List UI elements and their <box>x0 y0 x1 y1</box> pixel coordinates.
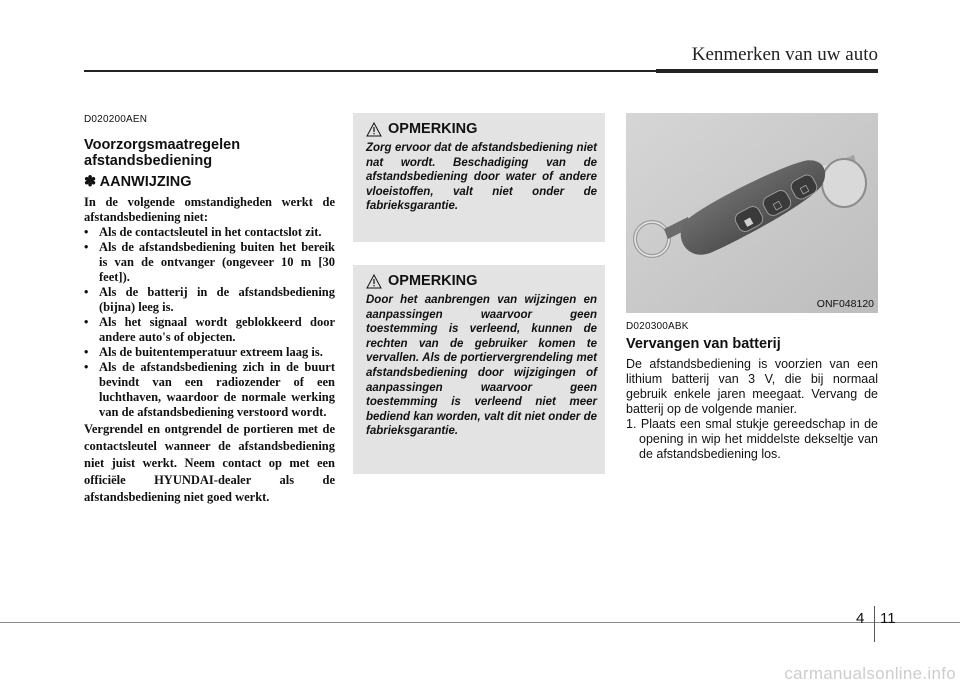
footer-rule <box>0 622 960 623</box>
notice-bullet-list <box>84 225 335 420</box>
list-item: • Als de afstandsbediening zich in de buurt bevindt van een radiozender of een luchthaven, waardoor de normale werking van de afstandsbediening verstoord wordt. <box>84 360 335 420</box>
notice-closing: Vergrendel en ontgrendel de portieren met de contactsleutel wanneer de afstandsbediening niet juist werkt. Neem contact op met een officiële HYUNDAI-dealer als de afstandsbediening niet goed werkt. <box>84 422 335 504</box>
caution-header <box>366 273 597 289</box>
caution-body: Door het aanbrengen van wijzingen en aanpassingen waarvoor geen toestemming is verleend, kunnen de rechten van de gebruiker komen te vervallen. Als de portiervergrendeling met afstandsbediening door wijzigingen of aanpassingen waarvoor geen toestemming is verleend niet meer bediend kan worden, valt dit niet onder de fabrieksgarantie. <box>366 294 597 438</box>
photo-caption: ONF048120 <box>816 298 874 310</box>
section-code: D020300ABK <box>626 321 689 332</box>
section-body: De afstandsbediening is voorzien van een lithium batterij van 3 V, die bij normaal gebruik enkele jaren meegaat. Vervang de batterij op de volgende manier. <box>626 357 878 416</box>
list-item: • Als de afstandsbediening buiten het bereik is van de ontvanger (ongeveer 10 m [30 feet]). <box>84 240 335 285</box>
caution-title: OPMERKING <box>388 273 478 289</box>
list-item: • Als het signaal wordt geblokkeerd door andere auto's of objecten. <box>84 315 335 345</box>
notice-body <box>84 195 335 506</box>
svg-text:□: □ <box>771 199 784 213</box>
caution-box-modifications <box>353 265 605 474</box>
right-column <box>626 321 878 462</box>
section-heading: Vervangen van batterij <box>626 336 781 352</box>
header-rule <box>84 70 878 72</box>
caution-body: Zorg ervoor dat de afstandsbediening niet nat wordt. Beschadiging van de afstandsbediening door water of andere vloeistoffen, valt niet onder de fabrieksgarantie. <box>366 142 597 213</box>
list-item: • Als de batterij in de afstandsbediening (bijna) leeg is. <box>84 285 335 315</box>
watermark: carmanualsonline.info <box>784 664 956 683</box>
warning-icon <box>366 122 382 137</box>
chapter-number: 4 <box>856 610 865 627</box>
left-column <box>84 114 335 506</box>
notice-title: ✽ AANWIJZING <box>84 174 192 190</box>
caution-title: OPMERKING <box>388 121 478 137</box>
caution-header <box>366 121 597 137</box>
list-item: • Als de contactsleutel in het contactslot zit. <box>84 225 335 240</box>
header-title: Kenmerken van uw auto <box>691 44 878 65</box>
step-1: 1. Plaats een smal stukje gereedschap in de opening in wip het middelste dekseltje van de afstandsbediening los. <box>626 417 878 461</box>
key-fob-illustration <box>626 113 878 313</box>
key-fob-photo <box>626 113 878 313</box>
caution-box-water <box>353 113 605 242</box>
warning-icon <box>366 274 382 289</box>
footer-divider <box>874 606 875 642</box>
svg-text:■: ■ <box>742 216 755 229</box>
section-code: D020200AEN <box>84 114 148 125</box>
list-item: • Als de buitentemperatuur extreem laag is. <box>84 345 335 360</box>
notice-intro: In de volgende omstandigheden werkt de afstandsbediening niet: <box>84 195 335 224</box>
page-number: 11 <box>880 610 896 627</box>
section-heading: Voorzorgsmaatregelen afstandsbediening <box>84 137 241 169</box>
svg-text:□: □ <box>798 183 811 197</box>
